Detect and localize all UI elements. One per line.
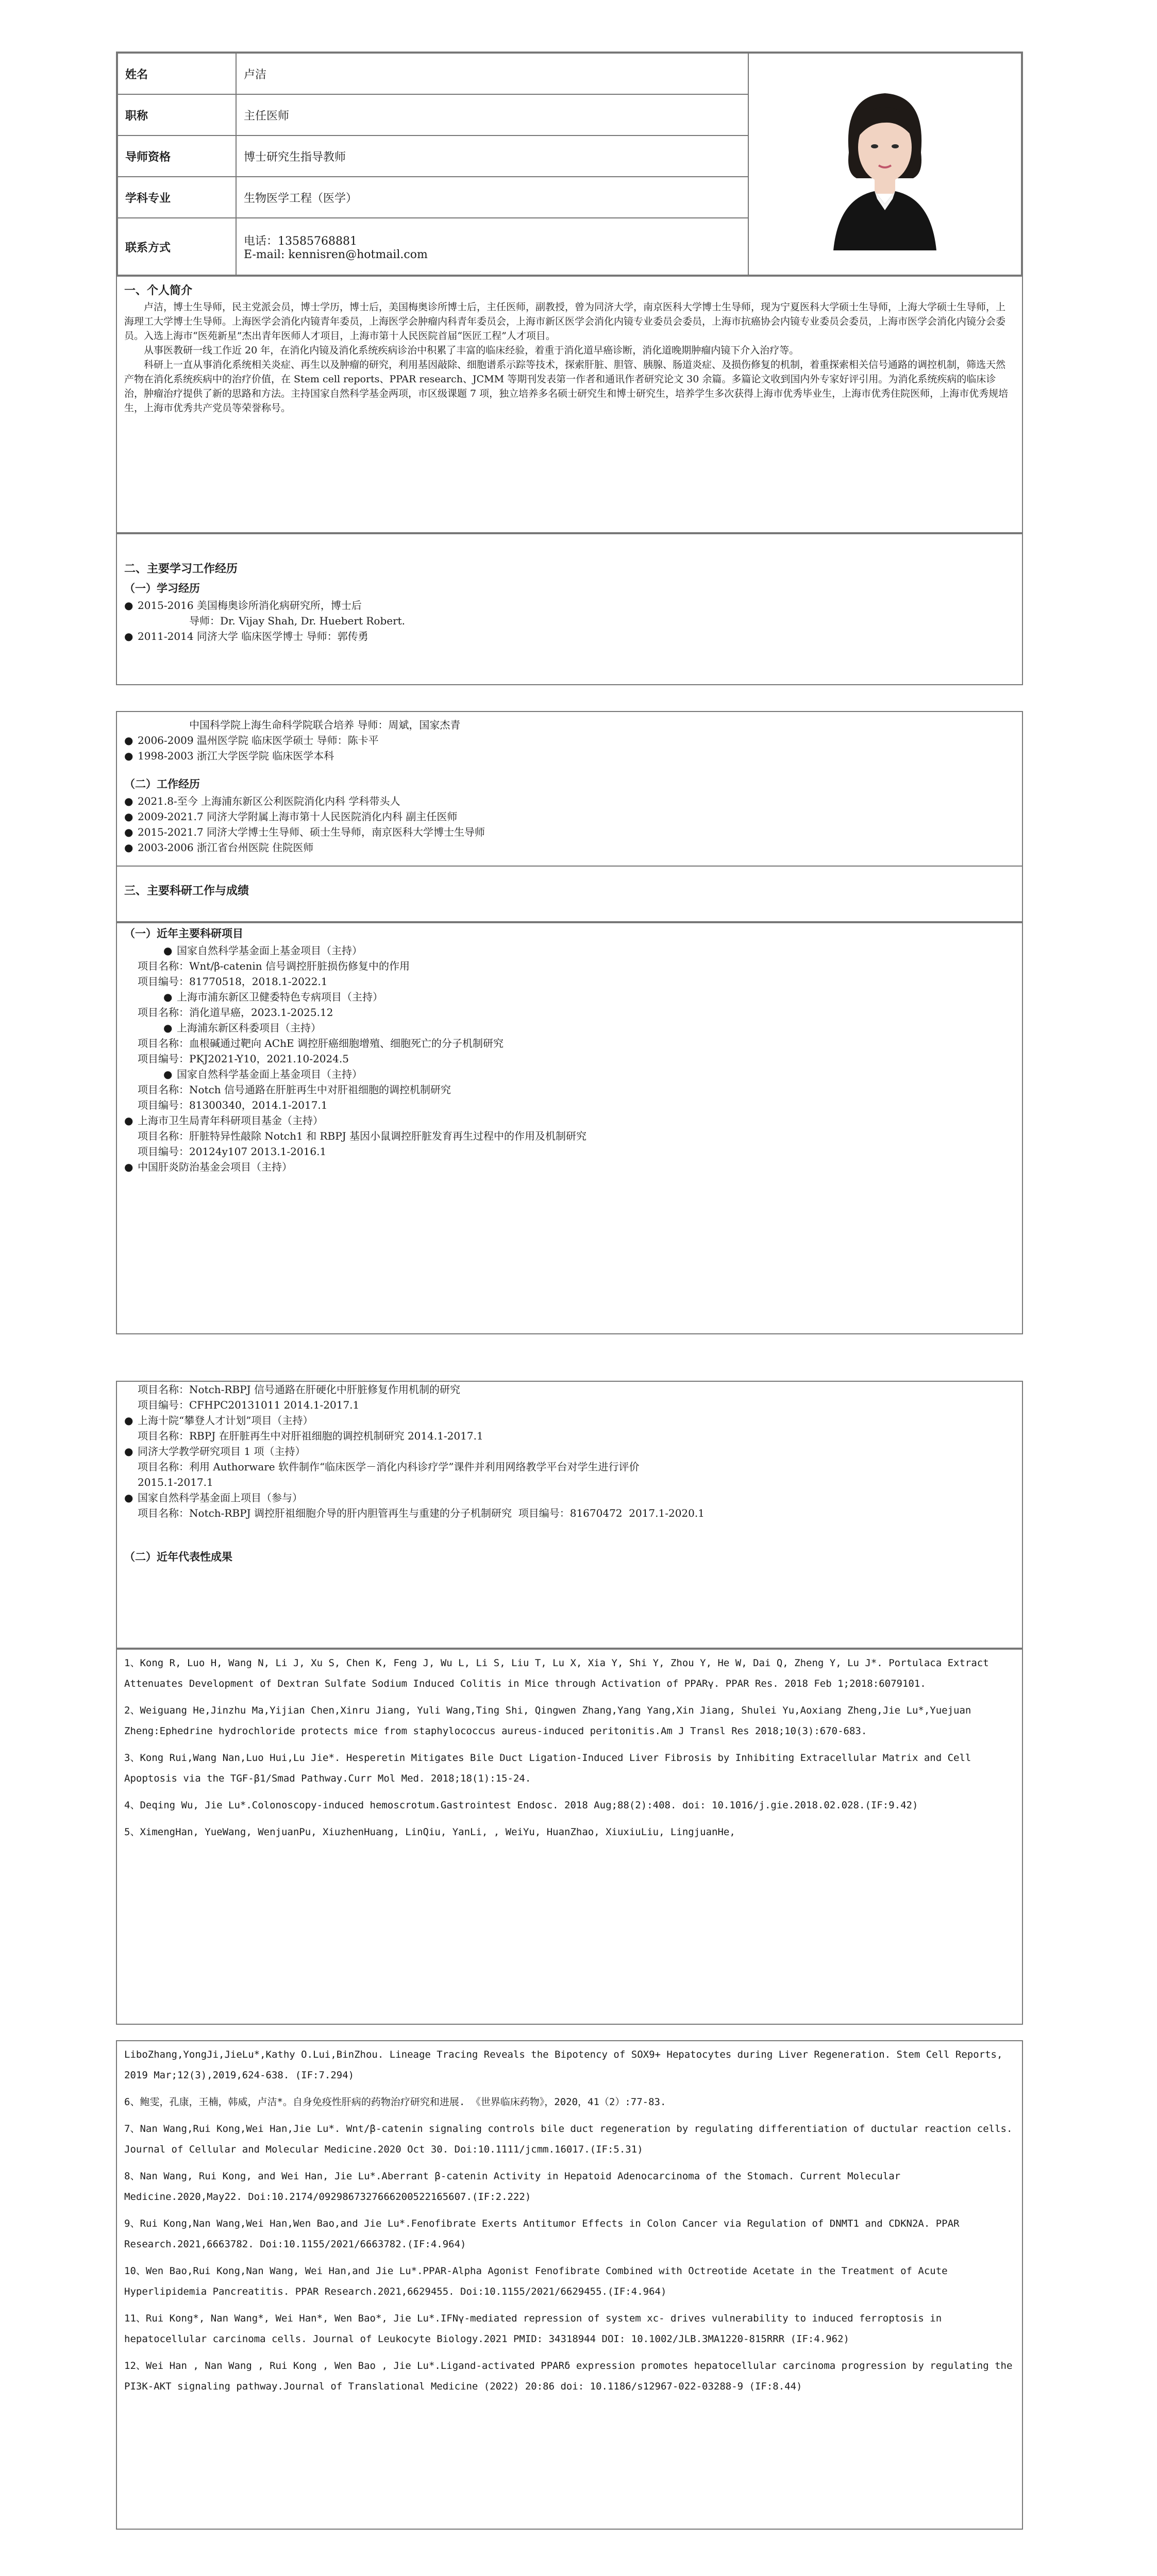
bullet-icon: ● xyxy=(124,1492,133,1504)
intro-block xyxy=(116,276,1023,533)
project-line: 项目名称：肝脏特异性敲除 Notch1 和 RBPJ 基因小鼠调控肝脏发育再生过程中的作用及机制研究 xyxy=(138,1130,587,1142)
list-item: ● 2006-2009 温州医学院 临床医学硕士 导师：陈卡平 xyxy=(117,733,1022,748)
projects-block-a xyxy=(116,922,1023,1334)
list-item: ● 2021.8-至今 上海浦东新区公利医院消化内科 学科带头人 xyxy=(117,793,1022,809)
bullet-icon: ● xyxy=(124,734,133,747)
list-item: ● 2003-2006 浙江省台州医院 住院医师 xyxy=(117,840,1022,855)
publication-item: 12、Wei Han , Nan Wang , Rui Kong , Wen Bao , Jie Lu*.Ligand-activated PPARδ expression promotes hepatocellular carcinoma progression by regulating the PI3K-AKT signaling pathway.Journal of Translational Medicine (2022) 20:86 doi: 10.1186/s12967-022-03288-9 (IF:8.44) xyxy=(124,2360,1013,2392)
bullet-icon: ● xyxy=(124,1161,133,1173)
bullet-icon: ● xyxy=(163,991,173,1003)
bullet-icon: ● xyxy=(124,599,133,612)
project-line: ● 上海浦东新区科委项目（主持） xyxy=(117,1020,1022,1036)
bullet-icon: ● xyxy=(124,841,133,854)
project-line: 项目名称：血根碱通过靶向 AChE 调控肝癌细胞增殖、细胞死亡的分子机制研究 xyxy=(138,1037,504,1049)
list-item: ● 2009-2021.7 同济大学附属上海市第十人民医院消化内科 副主任医师 xyxy=(117,809,1022,824)
major-label: 学科专业 xyxy=(118,177,236,218)
projects-list xyxy=(117,943,1022,1175)
advisor-label: 导师资格 xyxy=(118,135,236,177)
list-item: 中国科学院上海生命科学院联合培养 导师：周斌，国家杰青 xyxy=(189,719,461,731)
research-title: 三、主要科研工作与成绩 xyxy=(124,884,249,897)
bullet-icon: ● xyxy=(163,944,173,957)
project-line: ● 中国肝炎防治基金会项目（主持） xyxy=(117,1159,1022,1175)
intro-paragraph: 科研上一直从事消化系统相关炎症、再生以及肿瘤的研究，利用基因敲除、细胞谱系示踪等技术，探索肝脏、胆管、胰腺、肠道炎症、及损伤修复的机制，着重探索相关信号通路的调控机制，筛选天然产物在消化系统疾病中的治疗价值，在 Stem cell reports、PPAR research、JCMM 等期刊发表第一作者和通讯作者研究论文 30 余篇。多篇论文收到国内外专家好评引用。为消化系统疾病的临床诊治，肿瘤治疗提供了新的思路和方法。主持国家自然科学基金两项，市区级课题 7 项，独立培养多名硕士研究生和博士研究生，培养学生多次获得上海市优秀毕业生，上海市优秀住院医师，上海市优秀规培生，上海市优秀共产党员等荣誉称号。 xyxy=(124,359,1009,414)
experience-title: 二、主要学习工作经历 xyxy=(124,562,238,575)
study-subtitle: （一）学习经历 xyxy=(124,582,200,595)
projects-block-b xyxy=(116,1381,1023,1649)
list-item: ● 2015-2021.7 同济大学博士生导师、硕士生导师，南京医科大学博士生导师 xyxy=(117,824,1022,840)
bullet-icon: ● xyxy=(124,1114,133,1127)
phone-text: 电话：13585768881 xyxy=(244,235,357,248)
publications-subtitle: （二）近年代表性成果 xyxy=(124,1550,232,1563)
publication-item: 4、Deqing Wu, Jie Lu*.Colonoscopy-induced hemoscrotum.Gastrointest Endosc. 2018 Aug;88(2):408. doi: 10.1016/j.gie.2018.02.028.(IF:9.42) xyxy=(124,1800,918,1811)
bullet-icon: ● xyxy=(124,795,133,807)
intro-paragraph: 从事医教研一线工作近 20 年，在消化内镜及消化系统疾病诊治中积累了丰富的临床经验，着重于消化道早癌诊断，消化道晚期肿瘤内镜下介入治疗等。 xyxy=(144,345,799,356)
bullet-icon: ● xyxy=(124,1445,133,1458)
title-value: 主任医师 xyxy=(236,94,748,135)
bullet-icon: ● xyxy=(124,826,133,838)
major-value: 生物医学工程（医学） xyxy=(236,177,748,218)
publication-item: LiboZhang,YongJi,JieLu*,Kathy O.Lui,BinZhou. Lineage Tracing Reveals the Bipotency of SOX9+ Hepatocytes during Liver Regeneration. Stem Cell Reports, 2019 Mar;12(3),2019,624-638. (IF:7.294) xyxy=(124,2049,1003,2081)
profile-table xyxy=(117,53,1022,276)
intro-title: 一、个人简介 xyxy=(124,284,193,297)
publication-item: 3、Kong Rui,Wang Nan,Luo Hui,Lu Jie*. Hesperetin Mitigates Bile Duct Ligation-Induced Liver Fibrosis by Inhibiting Extracellular Matrix and Cell Apoptosis via the TGF-β1/Smad Pathway.Curr Mol Med. 2018;18(1):15-24. xyxy=(124,1752,971,1784)
project-line: ● 上海市浦东新区卫健委特色专病项目（主持） xyxy=(117,989,1022,1005)
list-item: ● 2011-2014 同济大学 临床医学博士 导师：郭传勇 xyxy=(117,629,1022,644)
project-line: ● 国家自然科学基金面上项目（参与） xyxy=(117,1490,1022,1505)
publication-item: 1、Kong R, Luo H, Wang N, Li J, Xu S, Chen K, Feng J, Wu L, Li S, Liu T, Lu X, Xia Y, Shi Y, Zhou Y, He W, Dai Q, Zheng Y, Lu J*. Portulaca Extract Attenuates Development of Dextran Sulfate Sodium Induced Colitis in Mice through Activation of PPARγ. PPAR Res. 2018 Feb 1;2018:6079101. xyxy=(124,1657,989,1689)
publication-item: 8、Nan Wang, Rui Kong, and Wei Han, Jie Lu*.Aberrant β-catenin Activity in Hepatoid Adenocarcinoma of the Stomach. Current Molecular Medicine.2020,May22. Doi:10.2174/0929867327666200522165607.(IF:2.222) xyxy=(124,2171,901,2202)
intro-paragraph: 卢洁，博士生导师，民主党派会员，博士学历，博士后，美国梅奥诊所博士后，主任医师，副教授，曾为同济大学，南京医科大学博士生导师，现为宁夏医科大学硕士生导师，上海大学硕士生导师，上海理工大学博士生导师。上海医学会消化内镜青年委员，上海医学会肿瘤内科青年委员会，上海市新区医学会消化内镜专业委员会委员，上海市抗癌协会内镜专业委员会委员，上海市医学会消化内镜分会委员。入选上海市“医苑新星”杰出青年医师人才项目，上海市第十人民医院首届“医匠工程”人才项目。 xyxy=(124,301,1006,342)
name-value: 卢洁 xyxy=(236,53,748,94)
project-line: 项目编号：PKJ2021-Y10，2021.10-2024.5 xyxy=(138,1053,349,1065)
experience-block-b xyxy=(116,711,1023,922)
bullet-icon: ● xyxy=(124,1414,133,1427)
advisor-value: 博士研究生指导教师 xyxy=(236,135,748,177)
list-item: ● 2015-2016 美国梅奥诊所消化病研究所，博士后 xyxy=(117,598,1022,613)
project-line: 2015.1-2017.1 xyxy=(138,1476,213,1488)
publication-item: 11、Rui Kong*, Nan Wang*, Wei Han*, Wen Bao*, Jie Lu*.IFNγ-mediated repression of system xc- drives vulnerability to induced ferroptosis in hepatocellular carcinoma cells. Journal of Leukocyte Biology.2021 PMID: 34318944 DOI: 10.1002/JLB.3MA1220-815RRR (IF:4.962) xyxy=(124,2313,942,2345)
list-item: ● 1998-2003 浙江大学医学院 临床医学本科 xyxy=(117,748,1022,764)
project-line: 项目编号：81770518，2018.1-2022.1 xyxy=(138,975,328,988)
publication-item: 10、Wen Bao,Rui Kong,Nan Wang, Wei Han,and Jie Lu*.PPAR-Alpha Agonist Fenofibrate Combined with Octreotide Acetate in the Treatment of Acute Hyperlipidemia Pancreatitis. PPAR Research.2021,6629455. Doi:10.1155/2021/6629455.(IF:4.964) xyxy=(124,2265,948,2297)
contact-value xyxy=(236,218,748,276)
publication-item: 7、Nan Wang,Rui Kong,Wei Han,Jie Lu*. Wnt/β-catenin signaling controls bile duct regeneration by regulating differentiation of ductular reaction cells. Journal of Cellular and Molecular Medicine.2020 Oct 30. Doi:10.1111/jcmm.16017.(IF:5.31) xyxy=(124,2123,1013,2155)
project-line: 项目名称：Notch-RBPJ 信号通路在肝硬化中肝脏修复作用机制的研究 xyxy=(138,1383,461,1396)
profile-block xyxy=(116,52,1023,276)
project-line: 项目名称：消化道早癌，2023.1-2025.12 xyxy=(138,1006,333,1019)
bullet-icon: ● xyxy=(124,750,133,762)
title-label: 职称 xyxy=(118,94,236,135)
publication-item: 9、Rui Kong,Nan Wang,Wei Han,Wen Bao,and Jie Lu*.Fenofibrate Exerts Antitumor Effects in Colon Cancer via Regulation of DNMT1 and CDKN2A. PPAR Research.2021,6663782. Doi:10.1155/2021/6663782.(IF:4.964) xyxy=(124,2218,960,2250)
list-item: 导师：Dr. Vijay Shah, Dr. Huebert Robert. xyxy=(189,615,406,627)
publications-list xyxy=(117,2041,1022,2400)
publication-item: 6、鲍雯，孔康，王楠，韩威，卢洁*。自身免疫性肝病的药物治疗研究和进展. 《世界临床药物》，2020，41（2）:77-83. xyxy=(124,2096,666,2108)
publication-item: 5、XimengHan, YueWang, WenjuanPu, XiuzhenHuang, LinQiu, YanLi, , WeiYu, HuanZhao, XiuxiuLiu, LingjuanHe, xyxy=(124,1826,735,1838)
project-line: 项目编号：20124y107 2013.1-2016.1 xyxy=(138,1145,327,1158)
projects-subtitle: （一）近年主要科研项目 xyxy=(124,927,243,940)
project-line: ● 国家自然科学基金面上基金项目（主持） xyxy=(117,1066,1022,1082)
portrait-photo xyxy=(748,53,1021,276)
email-text: E-mail: kennisren@hotmail.com xyxy=(244,248,428,261)
project-line: 项目名称：Notch-RBPJ 调控肝祖细胞介导的肝内胆管再生与重建的分子机制研究 项目编号：81670472 2017.1-2020.1 xyxy=(138,1507,705,1519)
project-line: ● 国家自然科学基金面上基金项目（主持） xyxy=(117,943,1022,958)
publications-block-b xyxy=(116,2040,1023,2530)
publications-list xyxy=(117,1650,1022,1845)
project-line: ● 上海十院“攀登人才计划”项目（主持） xyxy=(117,1413,1022,1428)
bullet-icon: ● xyxy=(163,1068,173,1080)
publication-item: 2、Weiguang He,Jinzhu Ma,Yijian Chen,Xinru Jiang, Yuli Wang,Ting Shi, Qingwen Zhang,Yang Yang,Xin Jiang, Shulei Yu,Aoxiang Zheng,Jie Lu*,Yuejuan Zheng:Ephedrine hydrochloride protects mice from staphylococcus aureus-induced peritonitis.Am J Transl Res 2018;10(3):670-683. xyxy=(124,1705,971,1737)
name-label: 姓名 xyxy=(118,53,236,94)
portrait-image xyxy=(818,75,952,250)
project-line: 项目编号：CFHPC20131011 2014.1-2017.1 xyxy=(138,1399,360,1411)
project-line: 项目名称：利用 Authorware 软件制作“临床医学－消化内科诊疗学”课件并利用网络教学平台对学生进行评价 xyxy=(138,1461,640,1473)
project-line: ● 上海市卫生局青年科研项目基金（主持） xyxy=(117,1113,1022,1128)
bullet-icon: ● xyxy=(124,630,133,642)
publications-block-a xyxy=(116,1649,1023,2025)
project-line: ● 同济大学教学研究项目 1 项（主持） xyxy=(117,1444,1022,1459)
project-line: 项目名称：RBPJ 在肝脏再生中对肝祖细胞的调控机制研究 2014.1-2017.1 xyxy=(138,1430,483,1442)
experience-block-a xyxy=(116,533,1023,685)
projects-list xyxy=(117,1382,1022,1521)
contact-label: 联系方式 xyxy=(118,218,236,276)
project-line: 项目名称：Notch 信号通路在肝脏再生中对肝祖细胞的调控机制研究 xyxy=(138,1083,451,1096)
bullet-icon: ● xyxy=(124,810,133,823)
work-subtitle: （二）工作经历 xyxy=(124,777,200,790)
project-line: 项目编号：81300340，2014.1-2017.1 xyxy=(138,1099,328,1111)
bullet-icon: ● xyxy=(163,1022,173,1034)
project-line: 项目名称：Wnt/β-catenin 信号调控肝脏损伤修复中的作用 xyxy=(138,960,410,972)
